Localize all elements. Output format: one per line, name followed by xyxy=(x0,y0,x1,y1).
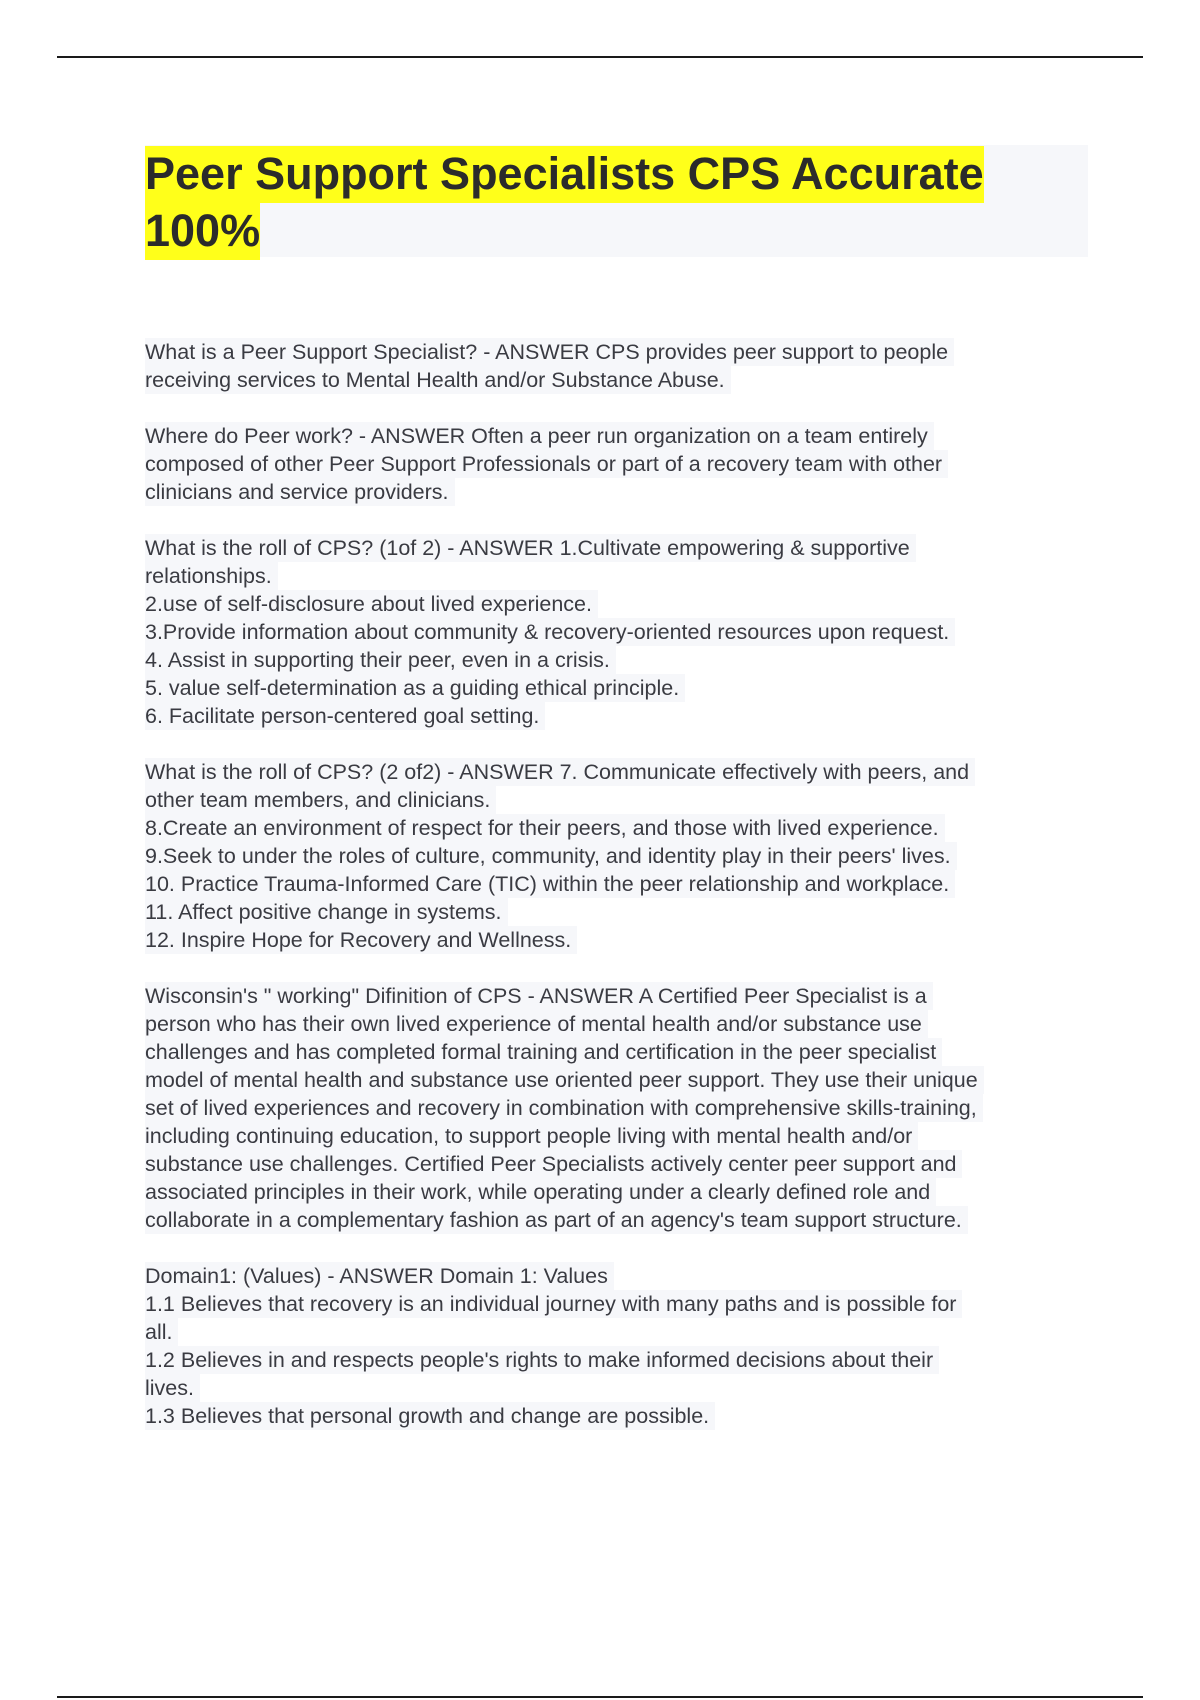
text-line: relationships. xyxy=(145,562,278,590)
text-line: person who has their own lived experience of mental health and/or substance use xyxy=(145,1010,928,1038)
title-block xyxy=(145,145,1088,257)
text-line: lives. xyxy=(145,1374,200,1402)
text-line: 3.Provide information about community & recovery-oriented resources upon request. xyxy=(145,618,955,646)
text-line: 5. value self-determination as a guiding ethical principle. xyxy=(145,674,685,702)
text-line: What is the roll of CPS? (1of 2) - ANSWER 1.Cultivate empowering & supportive xyxy=(145,534,916,562)
qa-entry xyxy=(145,1262,1090,1430)
text-line: 6. Facilitate person-centered goal setting. xyxy=(145,702,545,730)
qa-entry xyxy=(145,338,1090,394)
text-line: 12. Inspire Hope for Recovery and Wellness. xyxy=(145,926,577,954)
text-line: including continuing education, to support people living with mental health and/or xyxy=(145,1122,918,1150)
text-line: 8.Create an environment of respect for their peers, and those with lived experience. xyxy=(145,814,945,842)
text-line: 9.Seek to under the roles of culture, community, and identity play in their peers' lives. xyxy=(145,842,957,870)
text-line: 1.3 Believes that personal growth and change are possible. xyxy=(145,1402,715,1430)
document-body xyxy=(145,338,1090,1458)
text-line: associated principles in their work, while operating under a clearly defined role and xyxy=(145,1178,936,1206)
text-line: 1.2 Believes in and respects people's rights to make informed decisions about their xyxy=(145,1346,939,1374)
qa-entry xyxy=(145,422,1090,506)
text-line: 4. Assist in supporting their peer, even in a crisis. xyxy=(145,646,616,674)
text-line: 11. Affect positive change in systems. xyxy=(145,898,508,926)
text-line: 2.use of self-disclosure about lived experience. xyxy=(145,590,598,618)
text-line: Domain1: (Values) - ANSWER Domain 1: Values xyxy=(145,1262,614,1290)
text-line: What is the roll of CPS? (2 of2) - ANSWER 7. Communicate effectively with peers, and xyxy=(145,758,975,786)
text-line: Wisconsin's " working" Difinition of CPS - ANSWER A Certified Peer Specialist is a xyxy=(145,982,933,1010)
text-line: clinicians and service providers. xyxy=(145,478,455,506)
text-line: all. xyxy=(145,1318,178,1346)
text-line: collaborate in a complementary fashion as part of an agency's team support structure. xyxy=(145,1206,968,1234)
text-line: receiving services to Mental Health and/or Substance Abuse. xyxy=(145,366,731,394)
qa-entry xyxy=(145,534,1090,730)
text-line: challenges and has completed formal training and certification in the peer specialist xyxy=(145,1038,942,1066)
text-line: 1.1 Believes that recovery is an individual journey with many paths and is possible for xyxy=(145,1290,962,1318)
qa-entry xyxy=(145,758,1090,954)
text-line: other team members, and clinicians. xyxy=(145,786,496,814)
text-line: composed of other Peer Support Professionals or part of a recovery team with other xyxy=(145,450,948,478)
qa-entry xyxy=(145,982,1090,1234)
top-rule xyxy=(57,56,1143,58)
text-line: Where do Peer work? - ANSWER Often a peer run organization on a team entirely xyxy=(145,422,934,450)
page-title-text: Peer Support Specialists CPS Accurate 100% xyxy=(145,146,984,260)
text-line: 10. Practice Trauma-Informed Care (TIC) within the peer relationship and workplace. xyxy=(145,870,955,898)
text-line: set of lived experiences and recovery in combination with comprehensive skills-training, xyxy=(145,1094,983,1122)
bottom-rule xyxy=(57,1696,1143,1698)
text-line: model of mental health and substance use oriented peer support. They use their unique xyxy=(145,1066,984,1094)
page-title xyxy=(145,145,1088,259)
text-line: substance use challenges. Certified Peer Specialists actively center peer support and xyxy=(145,1150,962,1178)
text-line: What is a Peer Support Specialist? - ANSWER CPS provides peer support to people xyxy=(145,338,954,366)
